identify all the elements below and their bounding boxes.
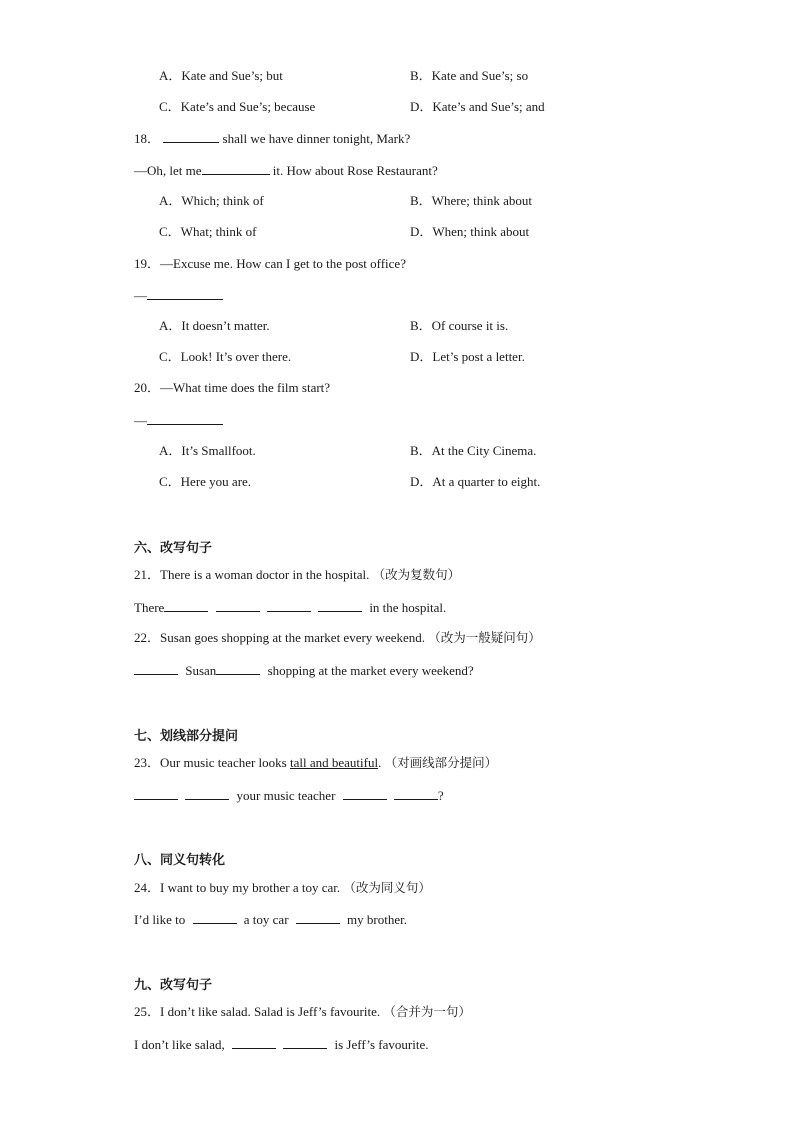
answer-blank[interactable] [134,787,178,800]
q20-reply: — [134,412,223,429]
q19-option-a: A．It doesn’t matter. [159,318,270,333]
q18-option-a: A．Which; think of [159,193,264,208]
q19-option-c: C．Look! It’s over there. [159,349,292,364]
q21-stem: 21．There is a woman doctor in the hospital. （改为复数句） [134,567,461,582]
q23-stem: 23．Our music teacher looks tall and beautiful. （对画线部分提问） [134,755,498,770]
answer-blank[interactable] [134,662,178,675]
answer-blank[interactable] [164,599,208,612]
q19-reply: — [134,287,223,304]
q25-answer: I don’t like salad, is Jeff’s favourite. [134,1037,429,1052]
q20-stem: 20．—What time does the film start? [134,380,331,395]
answer-blank[interactable] [163,130,219,143]
answer-blank[interactable] [147,287,223,300]
answer-blank[interactable] [216,599,260,612]
section-7-heading: 七、划线部分提问 [134,729,239,744]
answer-blank[interactable] [193,911,237,924]
q17-option-a: A．Kate and Sue’s; but [159,68,283,83]
q17-option-b: B．Kate and Sue’s; so [410,68,529,83]
section-8-heading: 八、同义句转化 [134,853,226,868]
answer-blank[interactable] [147,412,223,425]
section-6-heading: 六、改写句子 [134,541,213,556]
q17-option-c: C．Kate’s and Sue’s; because [159,99,316,114]
q18-option-d: D．When; think about [410,224,530,239]
q23-answer: your music teacher ? [134,787,444,804]
answer-blank[interactable] [216,662,260,675]
answer-blank[interactable] [283,1036,327,1049]
section-9-heading: 九、改写句子 [134,978,213,993]
q24-answer: I’d like to a toy car my brother. [134,912,407,927]
q20-option-c: C．Here you are. [159,474,252,489]
q24-stem: 24．I want to buy my brother a toy car. （改为同义句） [134,880,431,895]
q18-option-b: B．Where; think about [410,193,533,208]
q20-option-d: D．At a quarter to eight. [410,474,541,489]
q21-answer: There in the hospital. [134,600,447,615]
answer-blank[interactable] [296,911,340,924]
q19-stem: 19．—Excuse me. How can I get to the post office? [134,256,406,271]
q22-stem: 22．Susan goes shopping at the market every weekend. （改为一般疑问句） [134,630,541,645]
q18-option-c: C．What; think of [159,224,257,239]
answer-blank[interactable] [185,787,229,800]
answer-blank[interactable] [267,599,311,612]
answer-blank[interactable] [232,1036,276,1049]
q19-option-d: D．Let’s post a letter. [410,349,525,364]
answer-blank[interactable] [343,787,387,800]
q22-answer: Susan shopping at the market every weekend? [134,662,474,679]
q17-option-d: D．Kate’s and Sue’s; and [410,99,545,114]
answer-blank[interactable] [394,787,438,800]
underlined-phrase: tall and beautiful [289,755,379,770]
answer-blank[interactable] [318,599,362,612]
q19-option-b: B．Of course it is. [410,318,509,333]
answer-blank[interactable] [202,162,270,175]
q18-reply: —Oh, let me it. How about Rose Restaurant? [134,163,438,178]
q20-option-b: B．At the City Cinema. [410,443,537,458]
q18-stem: 18． shall we have dinner tonight, Mark? [134,131,411,146]
q25-stem: 25．I don’t like salad. Salad is Jeff’s favourite. （合并为一句） [134,1004,471,1019]
q20-option-a: A．It’s Smallfoot. [159,443,256,458]
